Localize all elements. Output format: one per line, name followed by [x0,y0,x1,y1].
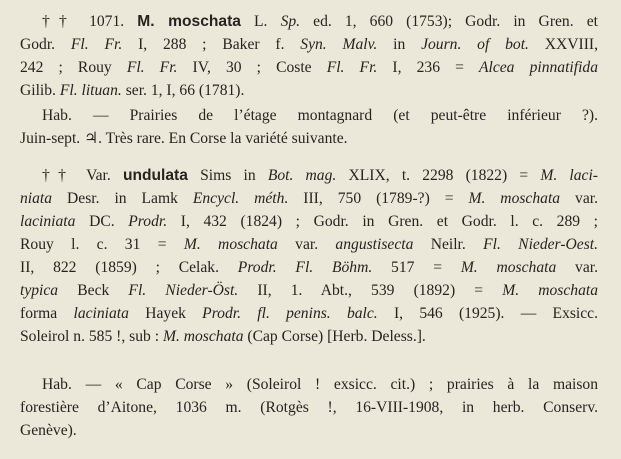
text-run: IV, 30 ; Coste [177,59,327,76]
text-run: III, 750 (1789-?) = [288,190,469,207]
text-run: II, 1. Abt., 539 (1892) = [238,282,503,299]
italic-run: Prodr. Fl. Böhm. [237,259,373,276]
text-run: II, 822 (1859) ; Celak. [20,259,238,276]
text-run: Godr. [20,36,71,53]
text-run: Hayek [128,305,203,322]
text-line [20,127,598,150]
italic-run: Fl. Nieder-Öst. [128,282,239,299]
text-line [20,302,598,325]
text-run: (Cap Corse) [Herb. Deless.]. [243,328,426,345]
italic-run: Prodr. [128,213,168,230]
italic-run: Sp. [280,13,301,30]
text-line [20,104,598,127]
italic-run: Syn. Malv. [300,36,378,53]
italic-run: Fl. Fr. [326,59,378,76]
italic-run: M. laci- [540,167,598,184]
habitat-note-variety [20,373,598,442]
text-line [20,33,598,56]
italic-run: Bot. mag. [267,167,337,184]
text-line [20,164,598,187]
variety-entry-undulata [20,164,598,348]
italic-run: Prodr. fl. penins. balc. [202,305,378,322]
text-run: Rouy l. c. 31 = [20,236,184,253]
text-run: †† 1071. [42,13,138,30]
text-line [20,373,598,396]
text-run: var. [277,236,336,253]
text-line [20,419,598,442]
text-run: forestière d’Aitone, 1036 m. (Rotgès !, 16-VIII-1908, in herb. Conserv. [20,399,598,416]
text-run: Juin-sept. ♃. Très rare. En Corse la variété suivante. [20,130,348,147]
italic-run: Fl. Fr. [70,36,123,53]
text-line [20,256,598,279]
text-run: Sims in [187,167,268,184]
text-run: forma [20,305,74,322]
text-run: in [377,36,422,53]
text-run: Neilr. [413,236,484,253]
text-run: I, 546 (1925). — Exsicc. [377,305,599,322]
text-run: Beck [58,282,129,299]
italic-run: M. moschata [468,190,561,207]
text-line [20,10,598,33]
text-run: 242 ; Rouy [20,59,127,76]
italic-run: typica [20,282,59,299]
italic-run: laciniata [73,305,129,322]
text-line [20,325,598,348]
italic-run: Fl. Nieder-Oest. [483,236,598,253]
text-run: XXVIII, [528,36,599,53]
habitat-note-species [20,104,598,150]
italic-run: M. moschata [460,259,557,276]
italic-run: M. moschata [183,236,278,253]
text-run: ed. 1, 660 (1753); Godr. in Gren. et [300,13,598,30]
species-entry-malva-moschata [20,10,598,102]
italic-run: Alcea pinnatifida [478,59,599,76]
italic-run: niata [20,190,53,207]
taxon-name: undulata [122,167,188,184]
text-line [20,210,598,233]
italic-run: M. moschata [162,328,244,345]
text-run: I, 288 ; Baker f. [122,36,301,53]
taxon-name: M. moschata [137,13,241,30]
italic-run: Fl. lituan. [59,82,122,99]
text-line [20,56,598,79]
text-run: Hab. — « Cap Corse » (Soleirol ! exsicc. cit.) ; prairies à la maison [42,376,598,393]
text-line [20,79,598,102]
text-run: L. [240,13,281,30]
text-run: XLIX, t. 2298 (1822) = [336,167,541,184]
text-run: †† Var. [42,167,123,184]
italic-run: Encycl. méth. [192,190,289,207]
italic-run: M. moschata [502,282,598,299]
text-run: var. [556,259,599,276]
text-run: Soleirol n. 585 !, sub : [20,328,163,345]
text-line [20,279,598,302]
text-run: I, 236 = [377,59,479,76]
italic-run: Fl. Fr. [126,59,178,76]
text-line [20,396,598,419]
italic-run: Journ. of bot. [421,36,529,53]
text-run: 517 = [372,259,461,276]
text-line [20,187,598,210]
text-run: Genève). [20,422,77,439]
text-run: Desr. in Lamk [52,190,193,207]
italic-run: laciniata [20,213,76,230]
text-run: I, 432 (1824) ; Godr. in Gren. et Godr. l. c. 289 ; [167,213,599,230]
italic-run: angustisecta [335,236,414,253]
text-run: Gilib. [20,82,60,99]
text-run: Hab. — Prairies de l’étage montagnard (et peut-être inférieur ?). [42,107,598,124]
text-run: var. [560,190,598,207]
text-run: ser. 1, I, 66 (1781). [121,82,245,99]
text-run: DC. [75,213,129,230]
text-line [20,233,598,256]
